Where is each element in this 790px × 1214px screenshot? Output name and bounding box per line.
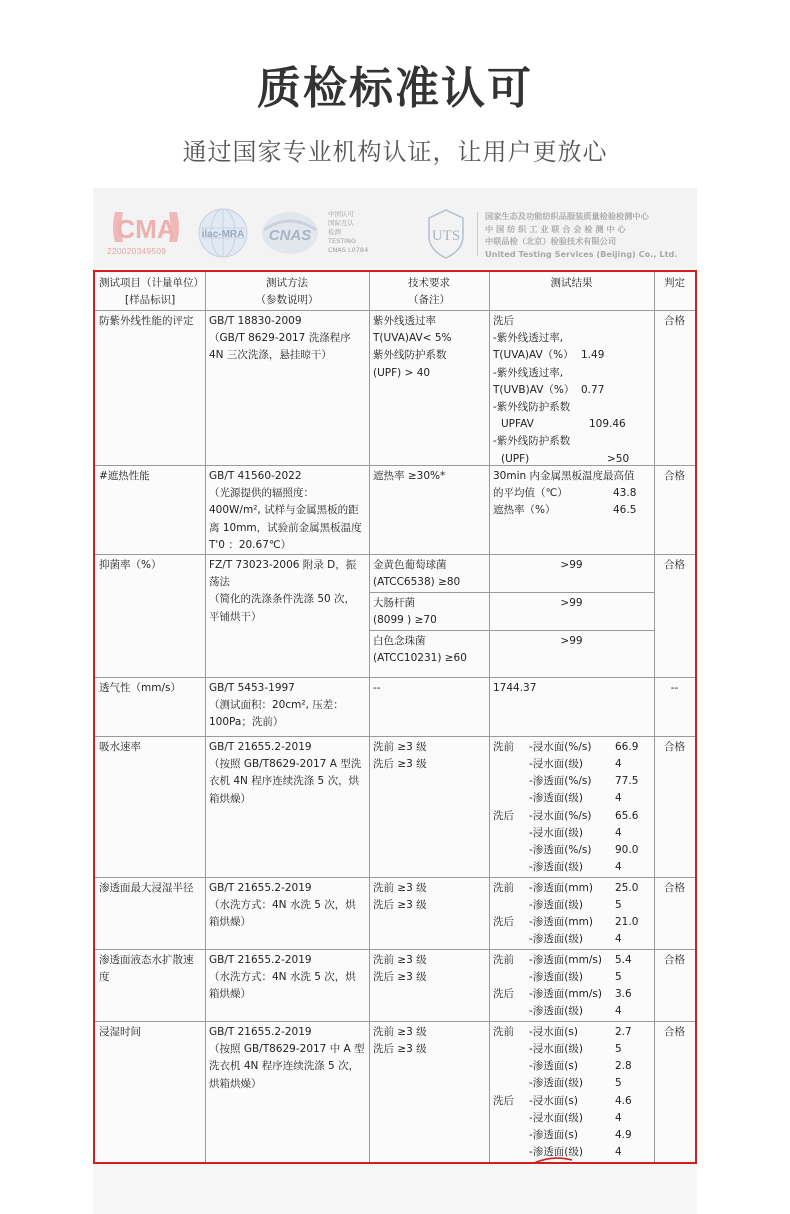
header-item: 测试项目（计量单位） [样品标识]: [99, 277, 204, 307]
header-verdict: 判定: [664, 277, 685, 289]
anti-req-2: 大肠杆菌 (8099 ) ≥70: [373, 597, 437, 627]
uv-requirement: 紫外线透过率 T(UVA)AV< 5% 紫外线防护系数 (UPF) > 40: [373, 315, 452, 379]
cnas-text: CNAS: [268, 227, 312, 244]
cnas-logo-icon: [260, 210, 320, 256]
radius-verdict: 合格: [664, 882, 685, 894]
absorb-result: 洗前 洗后 -浸水面(%/s) -浸水面(级) -渗透面(%/s) -渗透面(级) -浸水面(%/s) -浸水面(级) -渗透面(%/s) -渗透面(级) 66.9 4 77.5 4 65.6 4 90.0 4: [493, 741, 639, 873]
uv-method: GB/T 18830-2009 （GB/T 8629-2017 洗涤程序 4N 三次洗涤，悬挂晾干）: [209, 315, 351, 362]
ilac-text: ilac-MRA: [201, 229, 245, 240]
absorb-item: 吸水速率: [99, 741, 141, 753]
anti-req-3: 白色念珠菌 (ATCC10231) ≥60: [373, 635, 467, 665]
heat-method: GB/T 41560-2022 （光源提供的辐照度： 400W/m², 试样与金属黑板的距 离 10mm，试验前金属黑板温度 T'0 ：20.67℃）: [209, 470, 362, 551]
red-underline-mark: [533, 1155, 573, 1165]
heat-requirement: 遮热率 ≥30%*: [373, 470, 446, 482]
absorb-requirement: 洗前 ≥3 级 洗后 ≥3 级: [373, 741, 427, 771]
radius-requirement: 洗前 ≥3 级 洗后 ≥3 级: [373, 882, 427, 912]
air-requirement: --: [373, 682, 381, 694]
uv-verdict: 合格: [664, 315, 685, 327]
uv-item: 防紫外线性能的评定: [99, 315, 194, 327]
header-requirement: 技术要求 （备注）: [408, 277, 450, 307]
header-result: 测试结果: [550, 277, 593, 289]
uts-text: UTS: [431, 228, 461, 244]
anti-verdict: 合格: [664, 559, 685, 571]
wet-item: 浸湿时间: [99, 1026, 141, 1038]
accreditation-text: 中国认可 国际互认 检测 TESTING CNAS L0784: [328, 210, 369, 254]
anti-req-1: 金黄色葡萄球菌 (ATCC6538) ≥80: [373, 559, 461, 589]
anti-result-2: >99: [560, 597, 583, 609]
heat-verdict: 合格: [664, 470, 685, 482]
logo-divider: [477, 212, 478, 256]
page-title: 质检标准认可: [257, 63, 533, 114]
wet-method: GB/T 21655.2-2019 （按照 GB/T8629-2017 中 A 型 洗衣机 4N 程序连续洗涤 5 次， 烘箱烘燥）: [209, 1026, 365, 1090]
radius-method: GB/T 21655.2-2019 （水洗方式：4N 水洗 5 次，烘 箱烘燥）: [209, 882, 356, 929]
anti-method: FZ/T 73023-2006 附录 D，振 荡法 （简化的洗涤条件洗涤 50 次， 平铺烘干）: [209, 559, 357, 623]
spread-method: GB/T 21655.2-2019 （水洗方式：4N 水洗 5 次，烘 箱烘燥）: [209, 954, 356, 1001]
anti-item: 抑菌率（%）: [99, 559, 162, 571]
absorb-method: GB/T 21655.2-2019 （按照 GB/T8629-2017 A 型洗 衣机 4N 程序连续洗涤 5 次，烘 箱烘燥）: [209, 741, 362, 805]
heat-item: #遮热性能: [99, 470, 150, 482]
logo-band: [93, 188, 697, 268]
wet-result: 洗前 洗后 -浸水面(s) -浸水面(级) -渗透面(s) -渗透面(级) -浸水面(s) -浸水面(级) -渗透面(s) -渗透面(级) 2.7 5 2.8 5 4.6 4 4.9 4: [489, 1021, 654, 1162]
certificate-sheet: [93, 188, 697, 1214]
wet-requirement: 洗前 ≥3 级 洗后 ≥3 级: [373, 1026, 427, 1056]
heat-result: 30min 内金属黑板温度最高值 的平均值（℃） 43.8 遮热率（%） 46.5: [493, 470, 637, 517]
testing-center-name: 国家生态及功能纺织品服装质量检验检测中心 中 国 纺 织 工 业 联 合 会 检 测 中 心 中联品检（北京）检验技术有限公司 United Testing Services (Beijing) Co., Ltd.: [485, 211, 678, 259]
anti-result-3: >99: [560, 635, 583, 647]
air-item: 透气性（mm/s）: [99, 682, 181, 694]
radius-item: 渗透面最大浸湿半径: [99, 882, 194, 894]
radius-result: 洗前 洗后 -渗透面(mm) -渗透面(级) -渗透面(mm) -渗透面(级) 25.0 5 21.0 4: [493, 882, 639, 945]
uts-logo-icon: [419, 206, 473, 262]
page-subtitle: 通过国家专业机构认证，让用户更放心: [182, 138, 608, 166]
absorb-verdict: 合格: [664, 741, 685, 753]
cma-code: 220020349509: [107, 246, 167, 256]
air-result: 1744.37: [493, 682, 537, 694]
wet-verdict: 合格: [664, 1026, 685, 1038]
ilac-mra-logo-icon: [196, 206, 250, 260]
spread-verdict: 合格: [664, 954, 685, 966]
spread-item: 渗透面液态水扩散速 度: [99, 954, 194, 984]
uv-result: 洗后 -紫外线透过率, T(UVA)AV（%） 1.49 -紫外线透过率, T(UVB)AV（%） 0.77 -紫外线防护系数 UPFAV 109.46 -紫外线防护系数 (UPF) >50: [493, 315, 630, 465]
air-method: GB/T 5453-1997 （测试面积：20cm², 压差： 100Pa；洗前）: [209, 682, 344, 729]
spread-result: 洗前 洗后 -渗透面(mm/s) -渗透面(级) -渗透面(mm/s) -渗透面(级) 5.4 5 3.6 4: [493, 954, 632, 1017]
test-results-table: [93, 270, 697, 1164]
header-method: 测试方法 （参数说明）: [255, 277, 319, 307]
anti-result-1: >99: [560, 559, 583, 571]
spread-requirement: 洗前 ≥3 级 洗后 ≥3 级: [373, 954, 427, 984]
air-verdict: --: [670, 682, 679, 694]
cma-logo-text: CMA: [116, 214, 176, 244]
